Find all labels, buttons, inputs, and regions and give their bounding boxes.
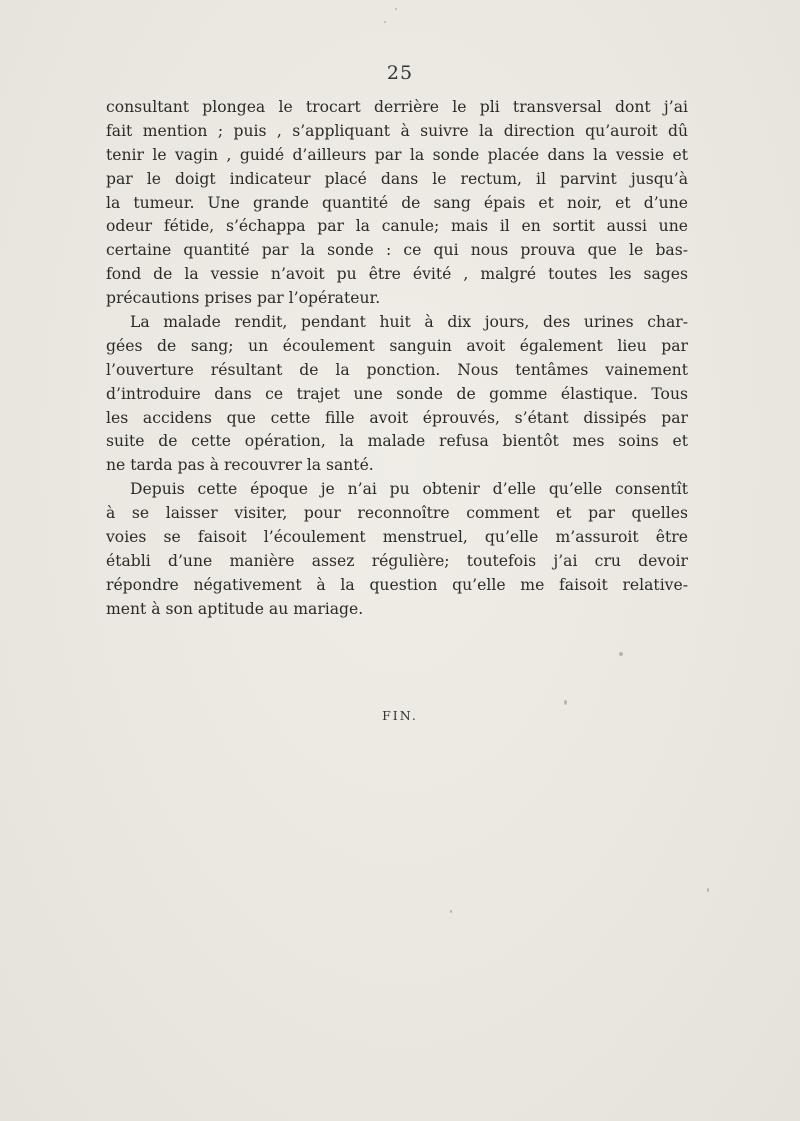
paper-speck bbox=[564, 700, 567, 705]
paper-speck bbox=[450, 910, 452, 913]
page-number: 25 bbox=[386, 62, 414, 84]
text-line: consultant plongea le trocart derrière le pli transversal dont j’ai bbox=[106, 98, 688, 116]
paper-speck bbox=[384, 21, 386, 23]
text-line: par le doigt indicateur placé dans le rectum, il parvint jusqu’à bbox=[106, 169, 688, 188]
text-line: suite de cette opération, la malade refusa bientôt mes soins et bbox=[106, 432, 688, 451]
fin-label: FIN. bbox=[382, 708, 418, 723]
body-text bbox=[106, 96, 688, 622]
text-line: odeur fétide, s’échappa par la canule; mais il en sortit aussi une bbox=[106, 217, 688, 236]
text-line: d’introduire dans ce trajet une sonde de gomme élastique. Tous bbox=[106, 384, 688, 403]
text-line: voies se faisoit l’écoulement menstruel, qu’elle m’assuroit être bbox=[106, 528, 688, 547]
text-line: à se laisser visiter, pour reconnoître comment et par quelles bbox=[106, 504, 688, 523]
text-line: gées de sang; un écoulement sanguin avoit également lieu par bbox=[106, 336, 688, 355]
paper-speck bbox=[395, 8, 397, 10]
text-line: la tumeur. Une grande quantité de sang épais et noir, et d’une bbox=[106, 193, 688, 212]
text-line: tenir le vagin , guidé d’ailleurs par la sonde placée dans la vessie et bbox=[106, 145, 688, 164]
text-line: précautions prises par l’opérateur. bbox=[106, 289, 381, 308]
text-line: ment à son aptitude au mariage. bbox=[106, 599, 364, 618]
text-line: ne tarda pas à recouvrer la santé. bbox=[106, 456, 374, 475]
text-line: l’ouverture résultant de la ponction. Nous tentâmes vainement bbox=[106, 360, 688, 379]
text-line: répondre négativement à la question qu’elle me faisoit relative- bbox=[106, 575, 688, 594]
text-line: fait mention ; puis , s’appliquant à suivre la direction qu’auroit dû bbox=[106, 121, 688, 140]
text-line: les accidens que cette fille avoit éprouvés, s’étant dissipés par bbox=[106, 408, 688, 427]
paragraph-start-line: Depuis cette époque je n’ai pu obtenir d’elle qu’elle consentît bbox=[130, 480, 688, 499]
text-line: certaine quantité par la sonde : ce qui nous prouva que le bas- bbox=[106, 241, 688, 260]
paper-speck bbox=[619, 652, 623, 656]
text-line: établi d’une manière assez régulière; toutefois j’ai cru devoir bbox=[106, 551, 688, 570]
text-line: fond de la vessie n’avoit pu être évité , malgré toutes les sages bbox=[106, 265, 688, 284]
paragraph-start-line: La malade rendit, pendant huit à dix jours, des urines char- bbox=[130, 313, 688, 332]
paper-speck bbox=[707, 888, 709, 892]
